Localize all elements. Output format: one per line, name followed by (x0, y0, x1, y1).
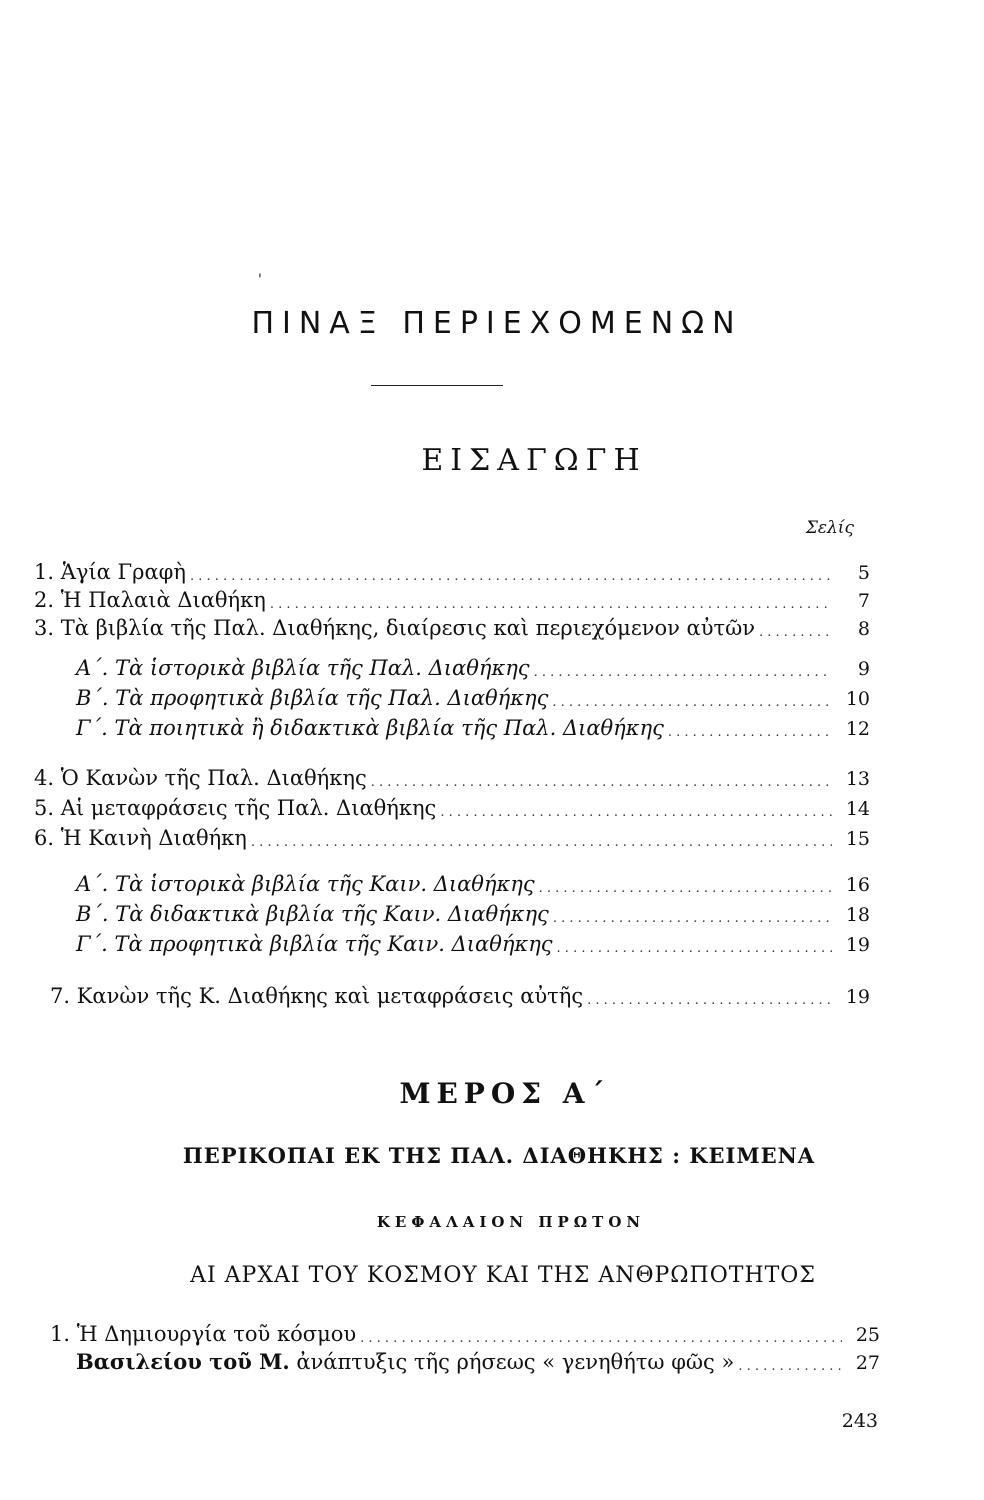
page-title: ΠΙΝΑΞ ΠΕΡΙΕΧΟΜΕΝΩΝ (251, 306, 743, 341)
dot-leader (190, 561, 832, 582)
entry-page: 13 (845, 768, 870, 790)
title-divider (371, 385, 503, 386)
entry-number: Α΄. (76, 656, 109, 680)
entry-number: Γ΄. (76, 932, 108, 956)
page-number: 243 (841, 1410, 878, 1432)
toc-subentry (76, 902, 870, 926)
section-title-introduction: ΕΙΣΑΓΩΓΗ (421, 443, 647, 478)
dot-leader (552, 687, 832, 708)
toc-subentry (76, 872, 870, 896)
entry-label: Τὰ ἱστορικὰ βιβλία τῆς Καιν. Διαθήκης (115, 872, 535, 896)
toc-entry (34, 796, 870, 820)
dot-leader (534, 657, 832, 678)
entry-label: Ἡ Παλαιὰ Διαθήκη (60, 588, 266, 612)
dot-leader (360, 1323, 842, 1344)
entry-page: 5 (857, 562, 870, 584)
dot-leader (251, 827, 832, 848)
entry-page: 7 (857, 590, 870, 612)
chapter-title: ΑΙ ΑΡΧΑΙ ΤΟΥ ΚΟΣΜΟΥ ΚΑΙ ΤΗΣ ΑΝΘΡΩΠΟΤΗΤΟΣ (190, 1263, 816, 1288)
dot-leader (738, 1351, 842, 1372)
entry-page: 19 (845, 934, 870, 956)
entry-label: Κανὼν τῆς Κ. Διαθήκης καὶ μεταφράσεις αὐτῆς (76, 984, 584, 1008)
entry-page: 12 (845, 718, 870, 740)
toc-entry (34, 826, 870, 850)
dot-leader (371, 767, 832, 788)
entry-page: 27 (855, 1352, 880, 1374)
entry-label: Ἁγία Γραφὴ (60, 560, 186, 584)
entry-number: 6. (34, 826, 55, 850)
entry-page: 15 (845, 828, 870, 850)
entry-label: Ὁ Κανὼν τῆς Παλ. Διαθήκης (60, 766, 367, 790)
entry-number: Β΄. (76, 902, 109, 926)
dot-leader (440, 797, 832, 818)
toc-entry (50, 984, 870, 1008)
entry-label: Ἡ Καινὴ Διαθήκη (60, 826, 247, 850)
entry-page: 18 (845, 904, 870, 926)
entry-author: Βασιλείου τοῦ Μ. (76, 1349, 290, 1374)
toc-entry (34, 560, 870, 584)
part-heading: ΜΕΡΟΣ Α΄ (399, 1077, 611, 1110)
entry-number: 1. (50, 1322, 71, 1346)
toc-subentry (76, 716, 870, 740)
toc-subentry (76, 686, 870, 710)
entry-number: 3. (34, 616, 55, 640)
entry-label: Τὰ ποιητικὰ ἢ διδακτικὰ βιβλία τῆς Παλ. Διαθήκης (114, 716, 664, 740)
toc-entry (34, 766, 870, 790)
toc-entry (34, 588, 870, 612)
toc-entry (34, 616, 870, 640)
toc-entry (76, 1349, 880, 1374)
entry-page: 14 (845, 798, 870, 820)
entry-number: 1. (34, 560, 55, 584)
entry-label: Τὰ προφητικὰ βιβλία τῆς Καιν. Διαθήκης (114, 932, 553, 956)
entry-number: 7. (50, 984, 71, 1008)
toc-entry (50, 1322, 880, 1346)
entry-label: Τὰ διδακτικὰ βιβλία τῆς Καιν. Διαθήκης (115, 902, 549, 926)
entry-number: 2. (34, 588, 55, 612)
entry-label: Αἱ μεταφράσεις τῆς Παλ. Διαθήκης (60, 796, 437, 820)
entry-label: Τὰ προφητικὰ βιβλία τῆς Παλ. Διαθήκης (115, 686, 549, 710)
entry-label: Τὰ ἱστορικὰ βιβλία τῆς Παλ. Διαθήκης (115, 656, 530, 680)
dot-leader (270, 589, 832, 610)
toc-subentry (76, 656, 870, 680)
dot-leader (539, 873, 832, 894)
chapter-heading: ΚΕΦΑΛΑΙΟΝ ΠΡΩΤΟΝ (376, 1213, 646, 1231)
entry-label: Τὰ βιβλία τῆς Παλ. Διαθήκης, διαίρεσις καὶ περιεχόμενον αὐτῶν (60, 616, 756, 640)
entry-number: 5. (34, 796, 55, 820)
entry-number: 4. (34, 766, 55, 790)
entry-number: Γ΄. (76, 716, 108, 740)
entry-label: ἀνάπτυξις τῆς ρήσεως « γενηθήτω φῶς » (296, 1350, 735, 1374)
dot-leader (759, 617, 832, 638)
entry-number: Β΄. (76, 686, 109, 710)
toc-subentry (76, 932, 870, 956)
dot-leader (668, 717, 832, 738)
entry-page: 16 (845, 874, 870, 896)
dot-leader (587, 985, 832, 1006)
entry-label: Ἡ Δημιουργία τοῦ κόσμου (76, 1322, 357, 1346)
part-subheading: ΠΕΡΙΚΟΠΑΙ ΕΚ ΤΗΣ ΠΑΛ. ΔΙΑΘΗΚΗΣ : ΚΕΙΜΕΝΑ (182, 1143, 816, 1168)
entry-page: 9 (857, 658, 870, 680)
pages-column-label: Σελίς (805, 518, 854, 538)
dot-leader (553, 903, 832, 924)
entry-page: 19 (845, 986, 870, 1008)
entry-page: 10 (845, 688, 870, 710)
dot-leader (557, 933, 832, 954)
stray-mark: ' (258, 272, 262, 288)
entry-page: 8 (857, 618, 870, 640)
entry-page: 25 (855, 1324, 880, 1346)
entry-number: Α΄. (76, 872, 109, 896)
